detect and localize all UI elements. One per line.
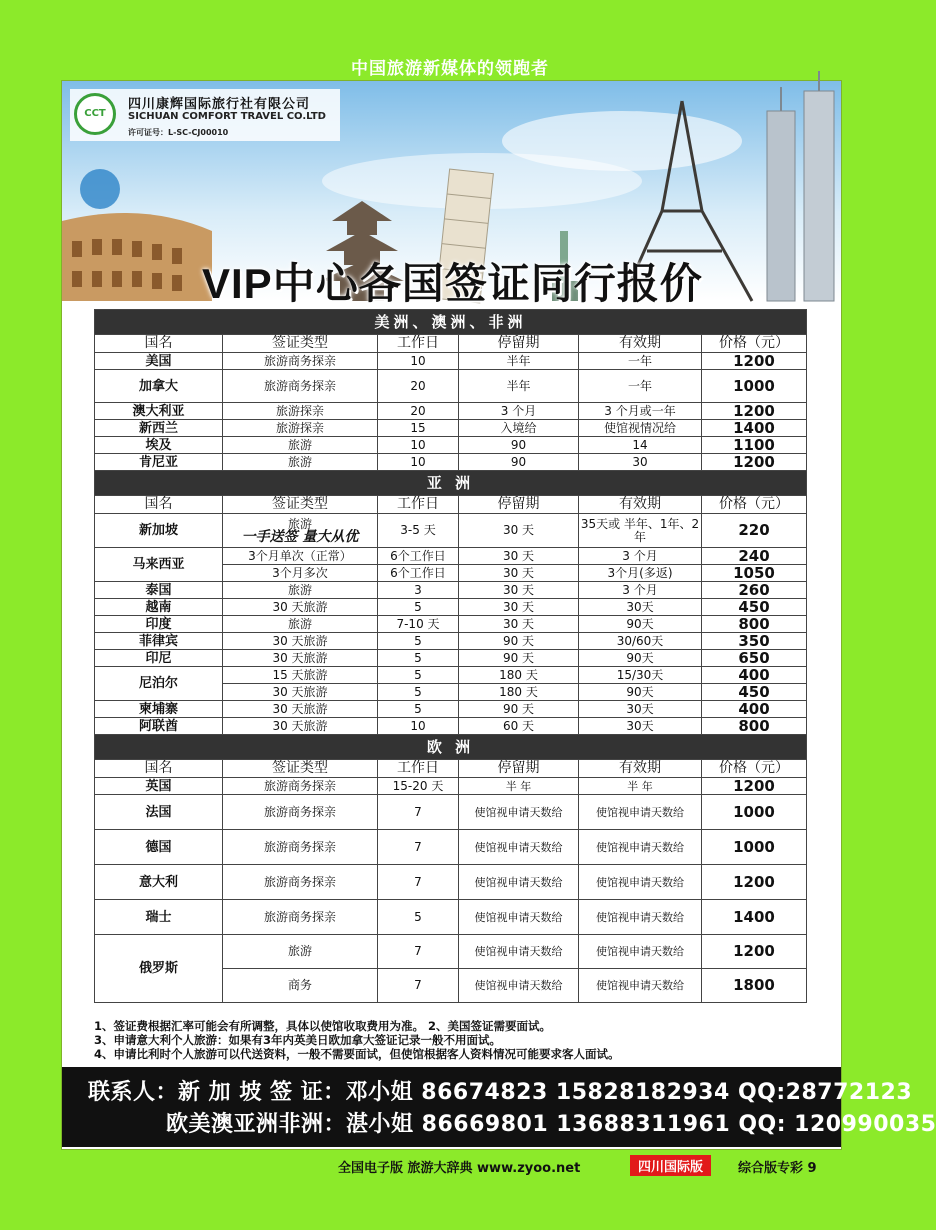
- work-days-cell: 20: [378, 403, 459, 420]
- price-cell: 220: [702, 514, 807, 548]
- table-row: [95, 830, 807, 865]
- price-cell: 650: [702, 650, 807, 667]
- country-cell: 柬埔寨: [95, 701, 223, 718]
- price-cell: 400: [702, 667, 807, 684]
- validity-cell: 90天: [579, 650, 702, 667]
- price-cell: 1200: [702, 353, 807, 370]
- table-row: [95, 935, 807, 969]
- price-cell: 1050: [702, 565, 807, 582]
- stay-period-cell: 180 天: [459, 684, 579, 701]
- table-row: [95, 760, 807, 778]
- stay-period-cell: 30 天: [459, 548, 579, 565]
- country-cell: 马来西亚: [95, 548, 223, 582]
- validity-cell: 3 个月: [579, 582, 702, 599]
- stay-period-cell: 使馆视申请天数给: [459, 900, 579, 935]
- visa-type-cell: 30 天旅游: [223, 701, 378, 718]
- price-cell: 800: [702, 718, 807, 735]
- banner: [62, 81, 841, 307]
- validity-cell: 3 个月: [579, 548, 702, 565]
- stay-period-cell: 半 年: [459, 778, 579, 795]
- stay-period-cell: 30 天: [459, 565, 579, 582]
- table-row: [95, 496, 807, 514]
- validity-cell: 3 个月或一年: [579, 403, 702, 420]
- country-cell: 印度: [95, 616, 223, 633]
- price-tables: [94, 309, 806, 1003]
- visa-type-cell: 3个月多次: [223, 565, 378, 582]
- visa-type-cell: 旅游商务探亲: [223, 353, 378, 370]
- country-cell: 澳大利亚: [95, 403, 223, 420]
- price-cell: 400: [702, 701, 807, 718]
- stay-period-cell: 90: [459, 454, 579, 471]
- validity-cell: 使馆视申请天数给: [579, 830, 702, 865]
- visa-type-cell: 旅游探亲: [223, 403, 378, 420]
- validity-cell: 14: [579, 437, 702, 454]
- column-header: 国名: [95, 496, 223, 514]
- column-header: 停留期: [459, 760, 579, 778]
- section-title: 欧 洲: [95, 735, 807, 760]
- visa-type-cell: 15 天旅游: [223, 667, 378, 684]
- country-cell: 俄罗斯: [95, 935, 223, 1003]
- visa-type-cell: 商务: [223, 969, 378, 1003]
- work-days-cell: 7-10 天: [378, 616, 459, 633]
- footer-site: 全国电子版 旅游大辞典 www.zyoo.net: [338, 1161, 581, 1176]
- company-name-cn: 四川康辉国际旅行社有限公司: [128, 97, 311, 112]
- visa-type-cell: 旅游商务探亲: [223, 865, 378, 900]
- country-cell: 印尼: [95, 650, 223, 667]
- work-days-cell: 6个工作日: [378, 548, 459, 565]
- validity-cell: 使馆视申请天数给: [579, 969, 702, 1003]
- note-line: 4、申请比利时个人旅游可以代送资料，一般不需要面试，但使馆根据客人资料情况可能要求客人面试。: [94, 1047, 620, 1061]
- validity-cell: 30天: [579, 599, 702, 616]
- table-row: [95, 735, 807, 760]
- country-cell: 尼泊尔: [95, 667, 223, 701]
- price-cell: 1200: [702, 778, 807, 795]
- table-row: [95, 471, 807, 496]
- work-days-cell: 7: [378, 969, 459, 1003]
- table-row: [95, 437, 807, 454]
- price-cell: 1200: [702, 454, 807, 471]
- work-days-cell: 15-20 天: [378, 778, 459, 795]
- price-cell: 1400: [702, 420, 807, 437]
- work-days-cell: 5: [378, 900, 459, 935]
- column-header: 停留期: [459, 335, 579, 353]
- stay-period-cell: 30 天: [459, 616, 579, 633]
- contact-line-singapore: 联系人：新 加 坡 签 证：邓小姐 86674823 15828182934 QQ:28772123: [88, 1080, 913, 1105]
- validity-cell: 一年: [579, 353, 702, 370]
- column-header: 工作日: [378, 760, 459, 778]
- stay-period-cell: 30 天: [459, 599, 579, 616]
- note-line: 3、申请意大利个人旅游：如果有3年内英美日欧加拿大签证记录一般不用面试。: [94, 1033, 501, 1047]
- price-cell: 1000: [702, 830, 807, 865]
- stay-period-cell: 入境给: [459, 420, 579, 437]
- validity-cell: 使馆视申请天数给: [579, 935, 702, 969]
- table-row: [95, 420, 807, 437]
- work-days-cell: 7: [378, 865, 459, 900]
- work-days-cell: 7: [378, 830, 459, 865]
- company-logo-block: [70, 89, 340, 141]
- column-header: 价格（元）: [702, 335, 807, 353]
- column-header: 有效期: [579, 760, 702, 778]
- country-cell: 泰国: [95, 582, 223, 599]
- content-panel: [61, 80, 936, 1150]
- country-cell: 美国: [95, 353, 223, 370]
- validity-cell: 30天: [579, 701, 702, 718]
- table-row: [95, 310, 807, 335]
- column-header: 价格（元）: [702, 496, 807, 514]
- footer-page: 综合版专彩 9: [738, 1161, 817, 1176]
- stay-period-cell: 半年: [459, 353, 579, 370]
- stay-period-cell: 90: [459, 437, 579, 454]
- table-row: [95, 633, 807, 650]
- table-row: [95, 778, 807, 795]
- contact-bar: [62, 1067, 936, 1147]
- price-cell: 1200: [702, 865, 807, 900]
- price-cell: 450: [702, 599, 807, 616]
- table-row: [95, 900, 807, 935]
- country-cell: 阿联酋: [95, 718, 223, 735]
- table-row: [95, 701, 807, 718]
- stay-period-cell: 90 天: [459, 650, 579, 667]
- work-days-cell: 20: [378, 370, 459, 403]
- country-cell: 意大利: [95, 865, 223, 900]
- visa-type-cell: 30 天旅游: [223, 684, 378, 701]
- column-header: 国名: [95, 335, 223, 353]
- price-cell: 1200: [702, 935, 807, 969]
- work-days-cell: 3: [378, 582, 459, 599]
- table-row: [95, 370, 807, 403]
- notes: [94, 1019, 814, 1061]
- table-row: [95, 795, 807, 830]
- work-days-cell: 3-5 天: [378, 514, 459, 548]
- stay-period-cell: 使馆视申请天数给: [459, 830, 579, 865]
- visa-type-cell: 旅游商务探亲: [223, 778, 378, 795]
- column-header: 价格（元）: [702, 760, 807, 778]
- country-cell: 法国: [95, 795, 223, 830]
- logo-text: CCT: [84, 108, 106, 119]
- stay-period-cell: 使馆视申请天数给: [459, 795, 579, 830]
- stay-period-cell: 使馆视申请天数给: [459, 969, 579, 1003]
- country-cell: 埃及: [95, 437, 223, 454]
- visa-type-cell: 3个月单次（正常）: [223, 548, 378, 565]
- validity-cell: 使馆视申请天数给: [579, 900, 702, 935]
- visa-type-cell: 旅游商务探亲: [223, 900, 378, 935]
- price-cell: 240: [702, 548, 807, 565]
- work-days-cell: 10: [378, 718, 459, 735]
- footer: [0, 1155, 900, 1177]
- stay-period-cell: 3 个月: [459, 403, 579, 420]
- country-cell: 英国: [95, 778, 223, 795]
- validity-cell: 30天: [579, 718, 702, 735]
- column-header: 停留期: [459, 496, 579, 514]
- price-cell: 1800: [702, 969, 807, 1003]
- validity-cell: 90天: [579, 616, 702, 633]
- visa-type-cell: 旅游: [223, 437, 378, 454]
- price-cell: 350: [702, 633, 807, 650]
- visa-type-cell: 旅游探亲: [223, 420, 378, 437]
- work-days-cell: 10: [378, 437, 459, 454]
- validity-cell: 3个月(多返): [579, 565, 702, 582]
- license-number: 许可证号：L-SC-CJ00010: [128, 128, 229, 137]
- price-cell: 1200: [702, 403, 807, 420]
- price-cell: 1000: [702, 795, 807, 830]
- table-row: [95, 403, 807, 420]
- work-days-cell: 5: [378, 701, 459, 718]
- column-header: 签证类型: [223, 335, 378, 353]
- validity-cell: 30/60天: [579, 633, 702, 650]
- section-title: 美洲、澳洲、非洲: [95, 310, 807, 335]
- visa-type-cell: 30 天旅游: [223, 599, 378, 616]
- note-line: 1、签证费根据汇率可能会有所调整，具体以使馆收取费用为准。 2、美国签证需要面试。: [94, 1019, 552, 1033]
- work-days-cell: 5: [378, 633, 459, 650]
- table-row: [95, 582, 807, 599]
- work-days-cell: 15: [378, 420, 459, 437]
- stay-period-cell: 30 天: [459, 514, 579, 548]
- work-days-cell: 7: [378, 795, 459, 830]
- visa-type-cell: 30 天旅游: [223, 650, 378, 667]
- price-table: [94, 309, 807, 1003]
- visa-type-cell: 旅游: [223, 454, 378, 471]
- stay-period-cell: 使馆视申请天数给: [459, 865, 579, 900]
- work-days-cell: 5: [378, 599, 459, 616]
- country-cell: 越南: [95, 599, 223, 616]
- visa-type-cell: 旅游: [223, 582, 378, 599]
- work-days-cell: 5: [378, 667, 459, 684]
- visa-type-cell: 旅游商务探亲: [223, 795, 378, 830]
- price-cell: 1100: [702, 437, 807, 454]
- validity-cell: 使馆视申请天数给: [579, 865, 702, 900]
- table-row: [95, 865, 807, 900]
- visa-type-cell: 30 天旅游: [223, 633, 378, 650]
- page-headline: VIP中心各国签证同行报价: [202, 260, 703, 307]
- stay-period-cell: 90 天: [459, 701, 579, 718]
- price-cell: 1000: [702, 370, 807, 403]
- work-days-cell: 6个工作日: [378, 565, 459, 582]
- work-days-cell: 10: [378, 353, 459, 370]
- column-header: 有效期: [579, 496, 702, 514]
- country-cell: 加拿大: [95, 370, 223, 403]
- promo-text: 一手送签 量大从优: [241, 528, 359, 545]
- column-header: 有效期: [579, 335, 702, 353]
- price-cell: 450: [702, 684, 807, 701]
- column-header: 工作日: [378, 496, 459, 514]
- table-row: [95, 548, 807, 565]
- work-days-cell: 7: [378, 935, 459, 969]
- validity-cell: 半 年: [579, 778, 702, 795]
- validity-cell: 90天: [579, 684, 702, 701]
- stay-period-cell: 使馆视申请天数给: [459, 935, 579, 969]
- table-row: [95, 335, 807, 353]
- visa-type-cell: [223, 514, 378, 548]
- table-row: [95, 650, 807, 667]
- work-days-cell: 10: [378, 454, 459, 471]
- country-cell: 瑞士: [95, 900, 223, 935]
- visa-type-cell: 30 天旅游: [223, 718, 378, 735]
- section-title: 亚 洲: [95, 471, 807, 496]
- validity-cell: 30: [579, 454, 702, 471]
- country-cell: 新西兰: [95, 420, 223, 437]
- contact-line-others: 欧美澳亚洲非洲：湛小姐 86669801 13688311961 QQ: 120990035: [166, 1112, 936, 1137]
- company-logo-icon: [74, 93, 116, 135]
- table-row: [95, 514, 807, 548]
- country-cell: 新加坡: [95, 514, 223, 548]
- work-days-cell: 5: [378, 650, 459, 667]
- validity-cell: 使馆视情况给: [579, 420, 702, 437]
- validity-cell: 15/30天: [579, 667, 702, 684]
- table-row: [95, 353, 807, 370]
- column-header: 签证类型: [223, 496, 378, 514]
- column-header: 工作日: [378, 335, 459, 353]
- stay-period-cell: 180 天: [459, 667, 579, 684]
- visa-type-cell: 旅游: [223, 935, 378, 969]
- work-days-cell: 5: [378, 684, 459, 701]
- visa-type-text: 旅游: [287, 516, 312, 531]
- validity-cell: 使馆视申请天数给: [579, 795, 702, 830]
- stay-period-cell: 30 天: [459, 582, 579, 599]
- company-name-en: SICHUAN COMFORT TRAVEL CO.LTD: [128, 111, 326, 122]
- top-slogan: 中国旅游新媒体的领跑者: [351, 59, 549, 79]
- visa-type-cell: 旅游商务探亲: [223, 370, 378, 403]
- column-header: 签证类型: [223, 760, 378, 778]
- column-header: 国名: [95, 760, 223, 778]
- footer-badge: 四川国际版: [630, 1155, 711, 1176]
- price-cell: 800: [702, 616, 807, 633]
- validity-cell: 35天或 半年、1年、2年: [579, 514, 702, 548]
- price-cell: 1400: [702, 900, 807, 935]
- table-row: [95, 718, 807, 735]
- stay-period-cell: 90 天: [459, 633, 579, 650]
- stay-period-cell: 半年: [459, 370, 579, 403]
- validity-cell: 一年: [579, 370, 702, 403]
- table-row: [95, 667, 807, 684]
- country-cell: 菲律宾: [95, 633, 223, 650]
- country-cell: 德国: [95, 830, 223, 865]
- table-row: [95, 454, 807, 471]
- visa-type-cell: 旅游: [223, 616, 378, 633]
- country-cell: 肯尼亚: [95, 454, 223, 471]
- table-row: [95, 616, 807, 633]
- stay-period-cell: 60 天: [459, 718, 579, 735]
- price-cell: 260: [702, 582, 807, 599]
- table-row: [95, 599, 807, 616]
- visa-type-cell: 旅游商务探亲: [223, 830, 378, 865]
